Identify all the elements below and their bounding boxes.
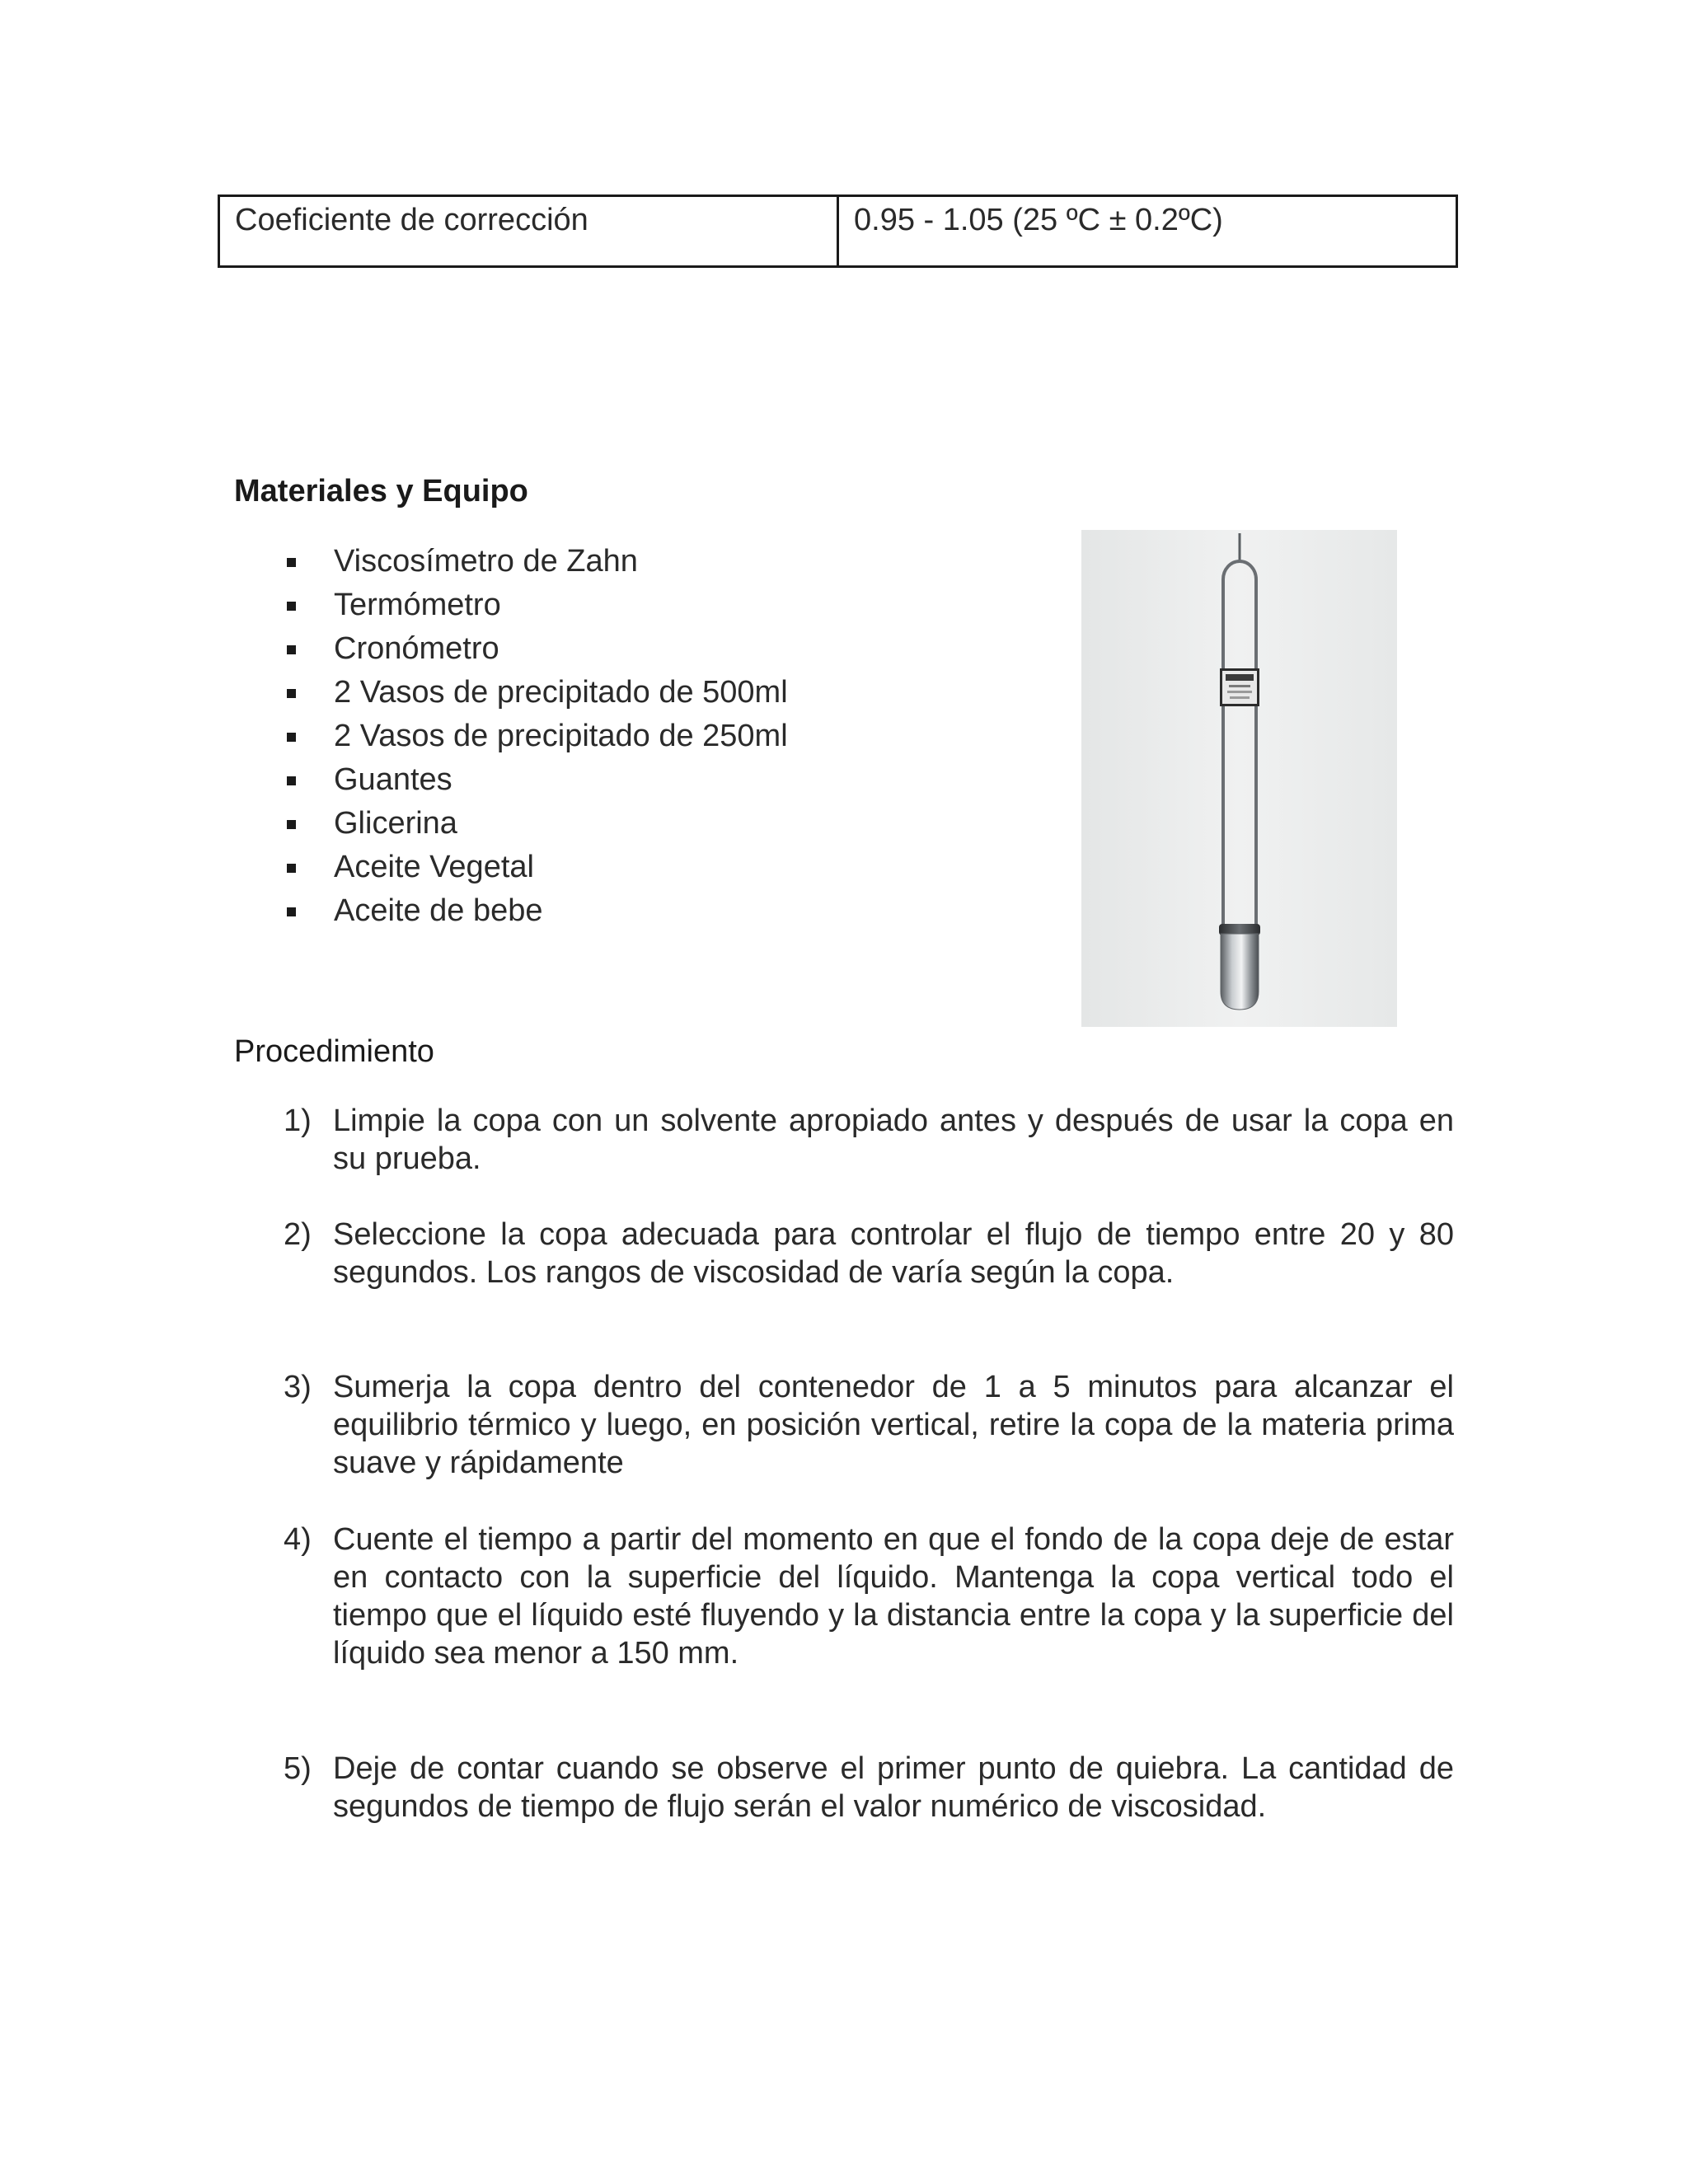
materials-heading: Materiales y Equipo bbox=[234, 474, 528, 509]
table-label-cell: Coeficiente de corrección bbox=[220, 197, 839, 265]
bullet-icon bbox=[287, 776, 296, 785]
bullet-icon bbox=[287, 689, 296, 698]
step-text: Seleccione la copa adecuada para controlar el flujo de tiempo entre 20 y 80 segundos. Los rangos de viscosidad de varía según la copa. bbox=[333, 1217, 1454, 1290]
procedure-step bbox=[284, 1521, 1454, 1672]
procedure-step bbox=[284, 1102, 1454, 1178]
list-item bbox=[234, 627, 788, 671]
step-text: Cuente el tiempo a partir del momento en que el fondo de la copa deje de estar en contacto con la superficie del líquido. Mantenga la copa vertical todo el tiempo que el líquido esté fluyendo y la distancia entre la copa y la superficie del líquido sea menor a 150 mm. bbox=[333, 1522, 1454, 1671]
step-number: 3) bbox=[284, 1370, 312, 1404]
list-item bbox=[234, 671, 788, 715]
bullet-icon bbox=[287, 864, 296, 873]
list-item-label: Aceite Vegetal bbox=[334, 850, 534, 884]
list-item-label: Viscosímetro de Zahn bbox=[334, 544, 638, 579]
list-item bbox=[234, 802, 788, 846]
step-text: Limpie la copa con un solvente apropiado antes y después de usar la copa en su prueba. bbox=[333, 1104, 1454, 1176]
step-text: Deje de contar cuando se observe el primer punto de quiebra. La cantidad de segundos de tiempo de flujo serán el valor numérico de viscosidad. bbox=[333, 1751, 1454, 1824]
step-number: 1) bbox=[284, 1104, 312, 1138]
list-item bbox=[234, 715, 788, 758]
list-item bbox=[234, 583, 788, 627]
list-item bbox=[234, 889, 788, 933]
list-item bbox=[234, 758, 788, 802]
table-value-cell: 0.95 - 1.05 (25 ºC ± 0.2ºC) bbox=[854, 203, 1223, 237]
bullet-icon bbox=[287, 645, 296, 654]
list-item bbox=[234, 846, 788, 889]
step-number: 4) bbox=[284, 1522, 312, 1557]
list-item-label: Cronómetro bbox=[334, 631, 499, 666]
list-item-label: 2 Vasos de precipitado de 500ml bbox=[334, 675, 788, 710]
list-item bbox=[234, 540, 788, 583]
correction-table bbox=[218, 194, 1458, 268]
list-item-label: Guantes bbox=[334, 762, 452, 797]
bullet-icon bbox=[287, 558, 296, 567]
list-item-label: 2 Vasos de precipitado de 250ml bbox=[334, 719, 788, 753]
bullet-icon bbox=[287, 602, 296, 611]
bullet-icon bbox=[287, 907, 296, 916]
list-item-label: Glicerina bbox=[334, 806, 457, 841]
list-item-label: Aceite de bebe bbox=[334, 893, 543, 928]
procedure-step bbox=[284, 1750, 1454, 1825]
list-item-label: Termómetro bbox=[334, 588, 501, 622]
procedure-step bbox=[284, 1368, 1454, 1482]
procedure-heading: Procedimiento bbox=[234, 1034, 434, 1069]
zahn-viscometer-photo bbox=[1081, 530, 1397, 1027]
step-number: 5) bbox=[284, 1751, 312, 1786]
step-number: 2) bbox=[284, 1217, 312, 1252]
bullet-icon bbox=[287, 733, 296, 742]
bullet-icon bbox=[287, 820, 296, 829]
procedure-step bbox=[284, 1216, 1454, 1291]
zahn-cup-illustration bbox=[1081, 530, 1397, 1027]
materials-list bbox=[234, 540, 788, 933]
step-text: Sumerja la copa dentro del contenedor de 1 a 5 minutos para alcanzar el equilibrio térmico y luego, en posición vertical, retire la copa de la materia prima suave y rápidamente bbox=[333, 1370, 1454, 1480]
